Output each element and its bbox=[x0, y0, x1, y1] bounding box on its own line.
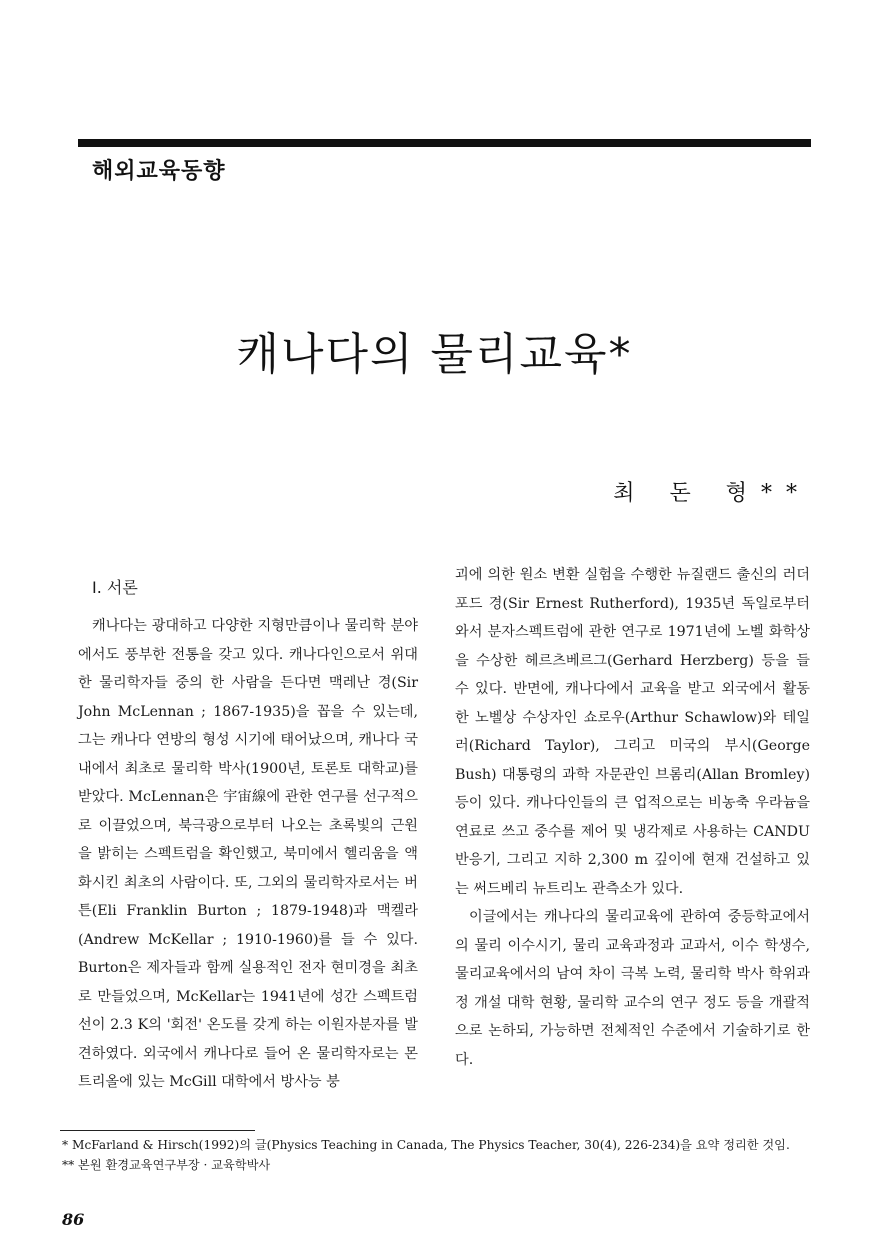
footnote-author: ** 본원 환경교육연구부장 · 교육학박사 bbox=[62, 1158, 271, 1172]
article-title: 캐나다의 물리교육* bbox=[236, 329, 633, 380]
introduction-heading: I. 서론 bbox=[92, 578, 138, 597]
footnote-source: * McFarland & Hirsch(1992)의 글(Physics Teaching in Canada, The Physics Teacher, 30(4), 226-234)을 요약 정리한 것임. bbox=[62, 1138, 790, 1152]
footnote-rule bbox=[60, 1130, 255, 1131]
left-column bbox=[78, 574, 418, 1097]
introduction-paragraph: 캐나다는 광대하고 다양한 지형만큼이나 물리학 분야에서도 풍부한 전통을 갖고 있다. 캐나다인으로서 위대한 물리학자들 중의 한 사람을 든다면 맥레난 경(Sir John McLennan ; 1867-1935)을 꼽을 수 있는데, 그는 캐나다 연방의 형성 시기에 태어났으며, 캐나다 국내에서 최초로 물리학 박사(1900년, 토론토 대학교)를 받았다. McLennan은 宇宙線에 관한 연구를 선구적으로 이끌었으며, 북극광으로부터 나오는 초록빛의 근원을 밝히는 스펙트럼을 확인했고, 북미에서 헬리움을 액화시킨 최초의 사람이다. 또, 그외의 물리학자로서는 버튼(Eli Franklin Burton ; 1879-1948)과 맥켈라(Andrew McKellar ; 1910-1960)를 들 수 있다. Burton은 제자들과 함께 실용적인 전자 현미경을 최초로 만들었으며, McKellar는 1941년에 성간 스펙트럼 선이 2.3 K의 '회전' 온도를 갖게 하는 이원자분자를 발견하였다. 외국에서 캐나다로 들어 온 물리학자로는 몬트리올에 있는 McGill 대학에서 방사능 붕 bbox=[78, 618, 418, 1090]
section-label: 해외교육동향 bbox=[92, 159, 226, 184]
header-rule bbox=[78, 139, 811, 147]
right-column bbox=[455, 561, 810, 1074]
footnotes bbox=[62, 1135, 814, 1175]
author-name: 최 돈 형** bbox=[613, 481, 811, 506]
continued-paragraph: 괴에 의한 원소 변환 실험을 수행한 뉴질랜드 출신의 러더포드 경(Sir Ernest Rutherford), 1935년 독일로부터 와서 분자스펙트럼에 관한 연구로 1971년에 노벨 화학상을 수상한 헤르츠베르그(Gerhard Herzberg) 등을 들 수 있다. 반면에, 캐나다에서 교육을 받고 외국에서 활동한 노벨상 수상자인 쇼로우(Arthur Schawlow)와 테일러(Richard Taylor), 그리고 미국의 부시(George Bush) 대통령의 과학 자문관인 브롬리(Allan Bromley) 등이 있다. 캐나다인들의 큰 업적으로는 비농축 우라늄을 연료로 쓰고 중수를 제어 및 냉각제로 사용하는 CANDU 반응기, 그리고 지하 2,300 m 깊이에 현재 건설하고 있는 써드베리 뉴트리노 관측소가 있다. bbox=[455, 567, 810, 897]
overview-paragraph: 이글에서는 캐나다의 물리교육에 관하여 중등학교에서의 물리 이수시기, 물리 교육과정과 교과서, 이수 학생수, 물리교육에서의 남여 차이 극복 노력, 물리학 박사 학위과정 개설 대학 현황, 물리학 교수의 연구 정도 등을 개괄적으로 논하되, 가능하면 전체적인 수준에서 기술하기로 한다. bbox=[455, 909, 810, 1068]
page-number: 86 bbox=[62, 1210, 85, 1229]
